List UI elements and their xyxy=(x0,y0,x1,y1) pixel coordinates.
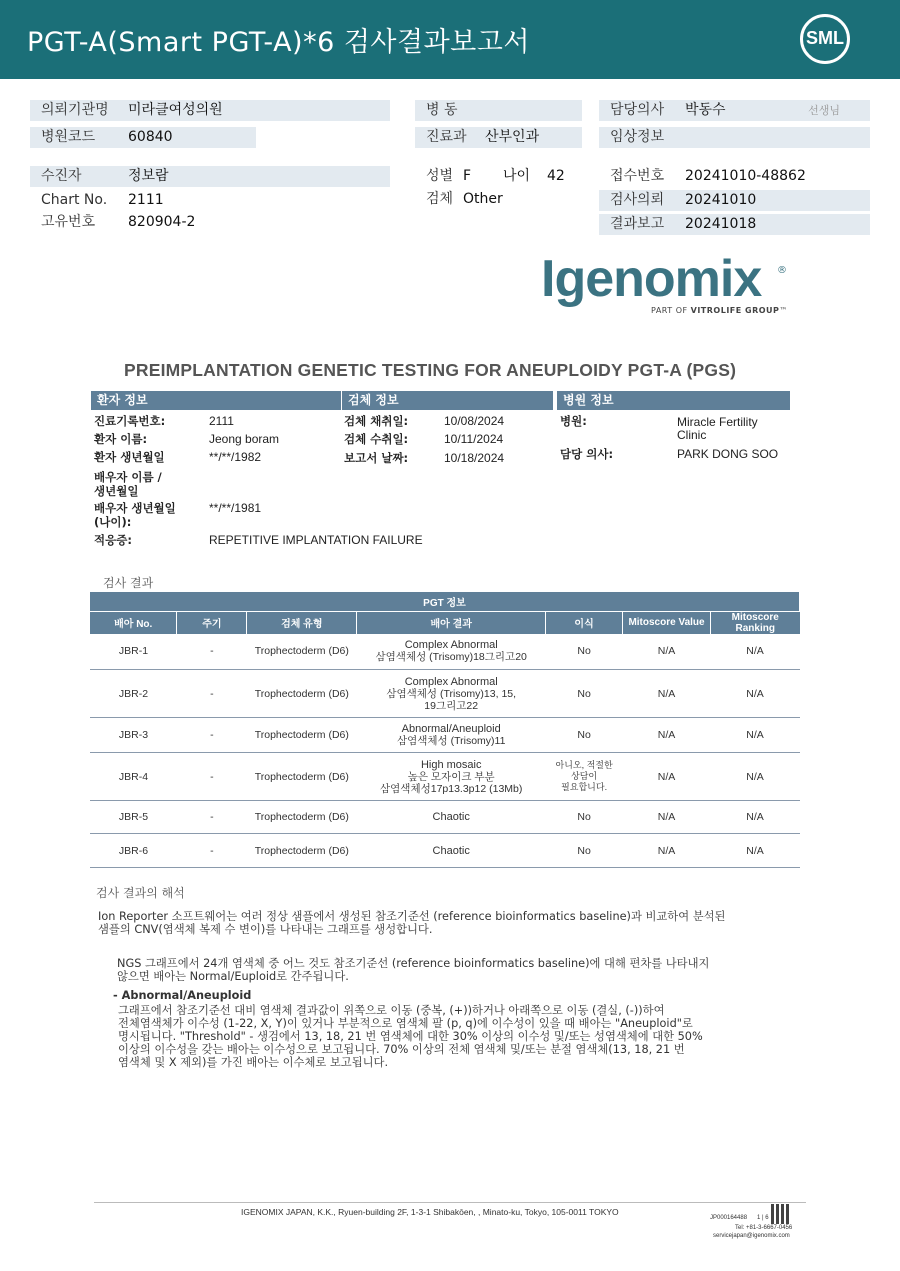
field-specimen xyxy=(415,189,582,210)
sample-type: Trophectoderm (D6) xyxy=(247,753,357,801)
cycle: - xyxy=(177,801,247,834)
tagline-prefix: PART OF xyxy=(651,306,691,315)
col-transfer: 이식 xyxy=(546,611,623,634)
col-embryo-result: 배아 결과 xyxy=(357,611,546,634)
hospital-label: 병원: xyxy=(560,414,587,428)
spouse-dob-label-1: 배우자 생년월일 xyxy=(94,501,176,515)
embryo-no: JBR-2 xyxy=(90,670,177,718)
patient-label: 수진자 xyxy=(41,168,82,184)
mito-value: N/A xyxy=(623,634,711,670)
transfer-line-1: 아니오, 적절한 xyxy=(555,760,613,770)
uid-label: 고유번호 xyxy=(41,214,96,230)
sex-label: 성별 xyxy=(426,168,454,184)
section-sample: 검체 정보 xyxy=(342,391,553,410)
chart-label: Chart No. xyxy=(41,192,108,208)
col-mitoscore-value: Mitoscore Value xyxy=(623,611,711,634)
cycle: - xyxy=(177,634,247,670)
igenomix-wordmark: Igenomix xyxy=(541,250,762,308)
indication-value: REPETITIVE IMPLANTATION FAILURE xyxy=(209,533,423,547)
age-label: 나이 xyxy=(503,168,531,184)
footer-phone: Tel: +81-3-6667-0456 xyxy=(735,1225,793,1231)
table-row xyxy=(90,753,800,801)
result-main: Chaotic xyxy=(432,811,470,823)
interpretation-heading: 검사 결과의 해석 xyxy=(96,886,185,900)
mito-rank: N/A xyxy=(710,718,799,753)
transfer xyxy=(546,753,623,801)
result-sub: 삼염색체성 (Trisomy)13, 15, xyxy=(386,687,517,700)
embryo-result xyxy=(357,634,546,670)
hospital-doctor-value: PARK DONG SOO xyxy=(677,447,779,461)
interpretation-p3 xyxy=(118,1004,703,1069)
embryo-result xyxy=(357,718,546,753)
result-sub-2: 19그리고22 xyxy=(424,699,479,712)
embryo-no: JBR-3 xyxy=(90,718,177,753)
interpretation-p2 xyxy=(117,957,709,983)
field-receipt xyxy=(599,166,870,187)
table-row xyxy=(90,670,800,718)
p1-line-1: Ion Reporter 소프트웨어는 여러 정상 샘플에서 생성된 참조기준선 (reference bioinformatics baseline)과 비교하여 분석된 xyxy=(98,910,726,923)
field-uid xyxy=(30,212,390,233)
mito-rank: N/A xyxy=(710,634,799,670)
field-doctor xyxy=(599,100,870,121)
clinic-label: 임상정보 xyxy=(610,129,665,145)
dob-label: 환자 생년월일 xyxy=(94,450,165,464)
mito-rank: N/A xyxy=(710,834,799,868)
footer-email: servicejapan@igenomix.com xyxy=(713,1233,790,1239)
received-value: 10/11/2024 xyxy=(444,432,504,446)
org-label: 의뢰기관명 xyxy=(41,102,109,118)
result-main: High mosaic xyxy=(420,758,482,771)
result-main: Chaotic xyxy=(432,844,470,857)
receipt-label: 접수번호 xyxy=(610,168,665,184)
name-value: Jeong boram xyxy=(209,432,280,446)
embryo-no: JBR-1 xyxy=(90,634,177,670)
p3-line-1: 그래프에서 참조기준선 대비 염색체 결과값이 위쪽으로 이동 (중복, (+))하거나 아래쪽으로 이동 (결실, (-))하여 xyxy=(118,1004,665,1017)
report-title: PREIMPLANTATION GENETIC TESTING FOR ANEUPLOIDY PGT-A (PGS) xyxy=(124,360,737,380)
p2-line-1: NGS 그래프에서 24개 염색체 중 어느 것도 참조기준선 (reference bioinformatics baseline)에 대해 편차를 나타내지 xyxy=(117,957,710,970)
interpretation-p3-heading xyxy=(113,989,251,1002)
hospital-value-2: Clinic xyxy=(677,428,707,442)
footer-address: IGENOMIX JAPAN, K.K., Ryuen-building 2F, 1-3-1 Shibakōen, , Minato-ku, Tokyo, 105-0011 TOKYO xyxy=(241,1207,619,1217)
p3-line-3: 명시됩니다. "Threshold" - 생검에서 13, 18, 21 번 염색체에 대한 30% 이상의 이수성 및/또는 성염색체에 대한 50% xyxy=(118,1030,703,1043)
report-date-label: 보고서 날짜: xyxy=(344,451,409,465)
spouse-dob-value: **/**/1981 xyxy=(209,501,262,515)
sample-type: Trophectoderm (D6) xyxy=(247,801,357,834)
mito-value: N/A xyxy=(623,834,711,868)
result-main: Abnormal/Aneuploid xyxy=(401,723,501,735)
mito-value: N/A xyxy=(623,718,711,753)
cycle: - xyxy=(177,718,247,753)
report-value: 20241018 xyxy=(685,216,757,232)
mito-value: N/A xyxy=(623,753,711,801)
spouse-dob-label-2: (나이): xyxy=(94,515,132,529)
report-date-value: 10/18/2024 xyxy=(444,451,505,465)
result-sub-2: 삼염색체성17p13.3p12 (13Mb) xyxy=(380,782,523,795)
sample-type: Trophectoderm (D6) xyxy=(247,718,357,753)
section-patient: 환자 정보 xyxy=(91,391,341,410)
col-cycle: 주기 xyxy=(177,611,247,634)
field-request xyxy=(599,190,870,211)
sample-type: Trophectoderm (D6) xyxy=(247,834,357,868)
sample-type: Trophectoderm (D6) xyxy=(247,670,357,718)
footer-divider xyxy=(94,1202,806,1203)
field-org xyxy=(30,100,390,121)
result-main: Complex Abnormal xyxy=(404,675,498,688)
qr-code-icon xyxy=(771,1204,791,1224)
embryo-no: JBR-4 xyxy=(90,753,177,801)
hospital-doctor-label: 담당 의사: xyxy=(560,447,614,461)
p3-line-4: 이상의 이수성을 갖는 배아는 이수성으로 보고됩니다. 70% 이상의 전체 염색체 및/또는 분절 염색체(13, 18, 21 번 xyxy=(118,1043,685,1056)
specimen-label: 검체 xyxy=(426,191,454,207)
footer-page: 1 | 6 xyxy=(757,1215,769,1221)
field-dept xyxy=(415,127,582,148)
embryo-result xyxy=(357,670,546,718)
field-clinic xyxy=(599,127,870,148)
code-value: 60840 xyxy=(128,129,173,145)
field-report xyxy=(599,214,870,235)
sml-logo-text: SML xyxy=(806,28,844,48)
igenomix-tagline xyxy=(651,306,788,315)
doctor-value: 박동수 xyxy=(685,102,726,118)
table-row xyxy=(90,801,800,834)
transfer: No xyxy=(546,634,623,670)
table-row xyxy=(90,718,800,753)
request-label: 검사의뢰 xyxy=(610,192,665,208)
field-patient xyxy=(30,166,390,187)
spouse-name-label-2: 생년월일 xyxy=(94,484,139,498)
mrn-label: 진료기록번호: xyxy=(94,414,166,428)
dept-value: 산부인과 xyxy=(485,129,540,145)
embryo-no: JBR-6 xyxy=(90,834,177,868)
field-chart xyxy=(30,190,390,211)
field-ward xyxy=(415,100,582,121)
footer-doc-id: JP000164488 xyxy=(710,1215,748,1221)
results-heading: 검사 결과 xyxy=(103,576,154,590)
field-code xyxy=(30,127,256,148)
transfer: No xyxy=(546,718,623,753)
sml-logo xyxy=(800,14,850,64)
request-value: 20241010 xyxy=(685,192,757,208)
patient-value: 정보람 xyxy=(128,168,169,184)
hospital-value-1: Miracle Fertility xyxy=(677,415,758,429)
results-table xyxy=(90,592,800,868)
mito-rank: N/A xyxy=(710,670,799,718)
field-sex-age xyxy=(415,166,582,187)
doctor-label: 담당의사 xyxy=(610,102,665,118)
doctor-suffix: 선생님 xyxy=(808,104,840,117)
p3-line-5: 염색체 및 X 제외)를 가진 배아는 이수체로 보고됩니다. xyxy=(118,1056,389,1069)
header-band xyxy=(0,0,900,79)
result-sub: 높은 모자이크 부분 xyxy=(407,770,495,783)
report-title-korean: PGT-A(Smart PGT-A)*6 검사결과보고서 xyxy=(27,27,530,58)
result-sub: 삼염색체성 (Trisomy)11 xyxy=(396,735,506,747)
interpretation-p1 xyxy=(98,910,725,936)
code-label: 병원코드 xyxy=(41,129,96,145)
cycle: - xyxy=(177,753,247,801)
specimen-value: Other xyxy=(463,191,503,207)
transfer-line-2: 상담이 xyxy=(571,771,598,781)
chart-value: 2111 xyxy=(128,192,164,208)
org-value: 미라클여성의원 xyxy=(128,102,223,118)
pgt-group-header: PGT 정보 xyxy=(90,592,800,611)
mito-value: N/A xyxy=(623,801,711,834)
name-label: 환자 이름: xyxy=(94,432,148,446)
sample-type: Trophectoderm (D6) xyxy=(247,634,357,670)
transfer: No xyxy=(546,670,623,718)
tagline-bold: VITROLIFE GROUP xyxy=(690,306,780,315)
p1-line-2: 샘플의 CNV(염색체 복제 수 변이)를 나타내는 그래프를 생성합니다. xyxy=(98,923,433,936)
col-embryo-no: 배아 No. xyxy=(90,611,177,634)
mrn-value: 2111 xyxy=(209,414,234,428)
cycle: - xyxy=(177,834,247,868)
uid-value: 820904-2 xyxy=(128,214,196,230)
mito-rank: N/A xyxy=(710,801,799,834)
embryo-result xyxy=(357,801,546,834)
dob-value: **/**/1982 xyxy=(209,450,262,464)
embryo-result xyxy=(357,753,546,801)
p3-line-2: 전체염색체가 이수성 (1-22, X, Y)이 있거나 부분적으로 염색체 팔 (p, q)에 이수성이 있을 때 배아는 "Aneuploid"로 xyxy=(118,1017,693,1030)
embryo-result xyxy=(357,834,546,868)
mito-rank: N/A xyxy=(710,753,799,801)
tagline-suffix: ™ xyxy=(779,306,788,315)
transfer-line-3: 필요합니다. xyxy=(561,782,608,792)
collected-label: 검체 채취일: xyxy=(344,414,409,428)
mito-value: N/A xyxy=(623,670,711,718)
collected-value: 10/08/2024 xyxy=(444,414,505,428)
table-row xyxy=(90,834,800,868)
embryo-no: JBR-5 xyxy=(90,801,177,834)
igenomix-logo xyxy=(541,250,788,315)
table-row xyxy=(90,634,800,670)
p2-line-2: 않으면 배아는 Normal/Euploid로 간주됩니다. xyxy=(117,970,349,983)
age-value: 42 xyxy=(547,168,565,184)
dept-label: 진료과 xyxy=(426,129,467,145)
section-hospital: 병원 정보 xyxy=(557,391,790,410)
transfer: No xyxy=(546,834,623,868)
received-label: 검체 수취일: xyxy=(344,432,409,446)
col-sample-type: 검체 유형 xyxy=(247,611,357,634)
ward-label: 병 동 xyxy=(426,102,458,118)
col-mitoscore-ranking: Mitoscore Ranking xyxy=(710,611,799,634)
transfer: No xyxy=(546,801,623,834)
spouse-name-label-1: 배우자 이름 / xyxy=(94,470,162,484)
receipt-value: 20241010-48862 xyxy=(685,168,806,184)
p3-heading: - Abnormal/Aneuploid xyxy=(113,989,252,1002)
report-label: 결과보고 xyxy=(610,216,665,232)
indication-label: 적응증: xyxy=(94,533,132,547)
result-main: Complex Abnormal xyxy=(404,639,498,652)
igenomix-registered: ® xyxy=(777,265,787,276)
cycle: - xyxy=(177,670,247,718)
result-sub: 삼염색체성 (Trisomy)18그리고20 xyxy=(375,651,527,664)
sex-value: F xyxy=(463,168,472,184)
